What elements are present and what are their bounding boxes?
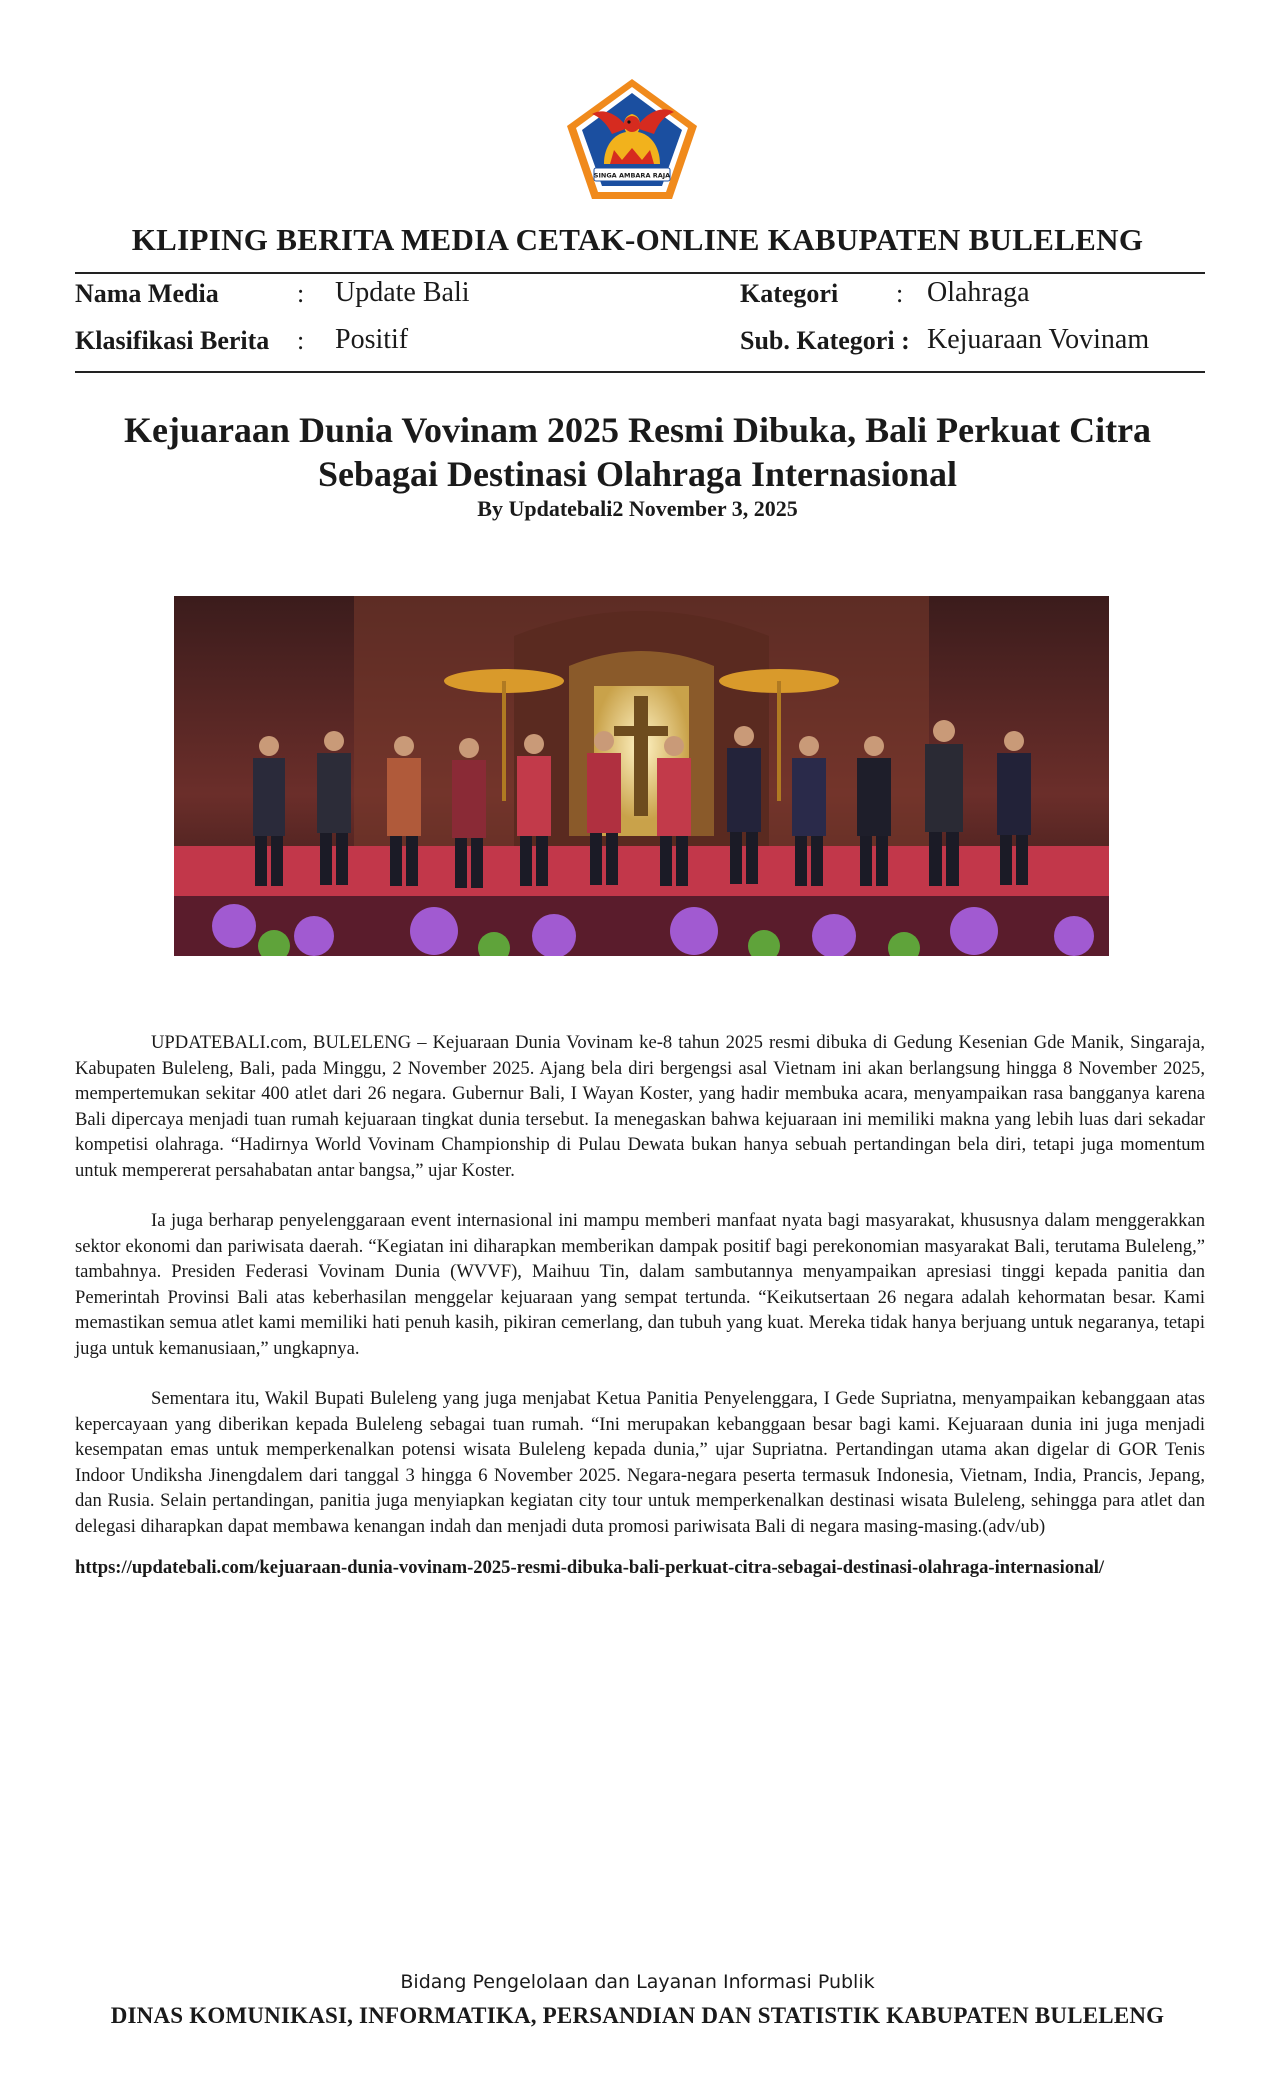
kabupaten-buleleng-logo	[564, 76, 700, 202]
header-top-divider	[75, 272, 1205, 274]
article-paragraph-1: UPDATEBALI.com, BULELENG – Kejuaraan Dunia Vovinam ke-8 tahun 2025 resmi dibuka di Gedung Kesenian Gde Manik, Singaraja, Kabupaten Buleleng, Bali, pada Minggu, 2 November 2025. Ajang bela diri bergengsi asal Vietnam ini akan berlangsung hingga 8 November 2025, mempertemukan sekitar 400 atlet dari 26 negara. Gubernur Bali, I Wayan Koster, yang hadir membuka acara, menyampaikan rasa bangganya karena Bali dipercaya menjadi tuan rumah kejuaraan tingkat dunia tersebut. Ia menegaskan bahwa kejuaraan ini memiliki makna yang lebih luas dari sekadar kompetisi olahraga. “Hadirnya World Vovinam Championship di Pulau Dewata bukan hanya sebuah pertandingan bela diri, tetapi juga momentum untuk mempererat persahabatan antar bangsa,” ujar Koster.	[75, 1032, 1205, 1181]
category-colon: :	[896, 279, 904, 308]
source-url-link[interactable]: https://updatebali.com/kejuaraan-dunia-vovinam-2025-resmi-dibuka-bali-perkuat-citra-sebagai-destinasi-olahraga-internasional/	[75, 1557, 1105, 1578]
article-paragraph-2: Ia juga berharap penyelenggaraan event internasional ini mampu memberi manfaat nyata bagi masyarakat, khususnya dalam menggerakkan sektor ekonomi dan pariwisata daerah. “Kegiatan ini diharapkan memberikan dampak positif bagi perekonomian masyarakat Bali, terutama Buleleng,” tambahnya. Presiden Federasi Vovinam Dunia (WVVF), Maihuu Tin, dalam sambutannya menyampaikan apresiasi tinggi kepada panitia dan Pemerintah Provinsi Bali atas keberhasilan menggelar kejuaraan yang sempat tertunda. “Keikutsertaan 26 negara adalah kehormatan besar. Kami memastikan semua atlet kami memiliki hati penuh kasih, pikiran cemerlang, dan tubuh yang kuat. Mereka tidak hanya berjuang untuk negaranya, tetapi juga untuk kemanusiaan,” ungkapnya.	[75, 1210, 1205, 1359]
article-body	[75, 1030, 1205, 1606]
logo-motto: SINGA AMBARA RAJA	[593, 171, 671, 180]
subcategory-label: Sub. Kategori :	[740, 326, 910, 355]
media-name-colon: :	[297, 279, 305, 308]
article-paragraph-3: Sementara itu, Wakil Bupati Buleleng yang juga menjabat Ketua Panitia Penyelenggara, I Gede Supriatna, menyampaikan kebanggaan atas kepercayaan yang diberikan kepada Buleleng sebagai tuan rumah. “Ini merupakan kebanggaan besar bagi kami. Kejuaraan dunia ini juga menjadi kesempatan emas untuk memperkenalkan potensi wisata Buleleng kepada dunia,” ujar Supriatna. Pertandingan utama akan digelar di GOR Tenis Indoor Undiksha Jinengdalem dari tanggal 3 hingga 6 November 2025. Negara-negara peserta termasuk Indonesia, Vietnam, India, Prancis, Jepang, dan Rusia. Selain pertandingan, panitia juga menyiapkan kegiatan city tour untuk memperkenalkan destinasi wisata Buleleng, sehingga para atlet dan delegasi diharapkan dapat membawa kenangan indah dan menjadi duta promosi pariwisata Bali di negara masing-masing.(adv/ub)	[75, 1388, 1205, 1537]
footer-agency: DINAS KOMUNIKASI, INFORMATIKA, PERSANDIAN DAN STATISTIK KABUPATEN BULELENG	[110, 2003, 1165, 2028]
media-name-label: Nama Media	[75, 279, 219, 308]
classification-value: Positif	[335, 324, 409, 355]
subcategory-value: Kejuaraan Vovinam	[927, 324, 1150, 355]
article-byline: By Updatebali2 November 3, 2025	[477, 496, 798, 521]
classification-colon: :	[297, 326, 305, 355]
category-label: Kategori	[740, 279, 839, 308]
classification-label: Klasifikasi Berita	[75, 326, 270, 355]
article-title: Kejuaraan Dunia Vovinam 2025 Resmi Dibuka, Bali Perkuat Citra Sebagai Destinasi Olahraga Internasional	[123, 410, 1152, 494]
article-photo	[174, 596, 1109, 956]
clipping-header-title: KLIPING BERITA MEDIA CETAK-ONLINE KABUPATEN BULELENG	[131, 222, 1144, 257]
footer-division: Bidang Pengelolaan dan Layanan Informasi Publik	[400, 1971, 875, 1993]
category-value: Olahraga	[927, 277, 1030, 308]
header-bottom-divider	[75, 371, 1205, 373]
media-name-value: Update Bali	[335, 277, 470, 308]
